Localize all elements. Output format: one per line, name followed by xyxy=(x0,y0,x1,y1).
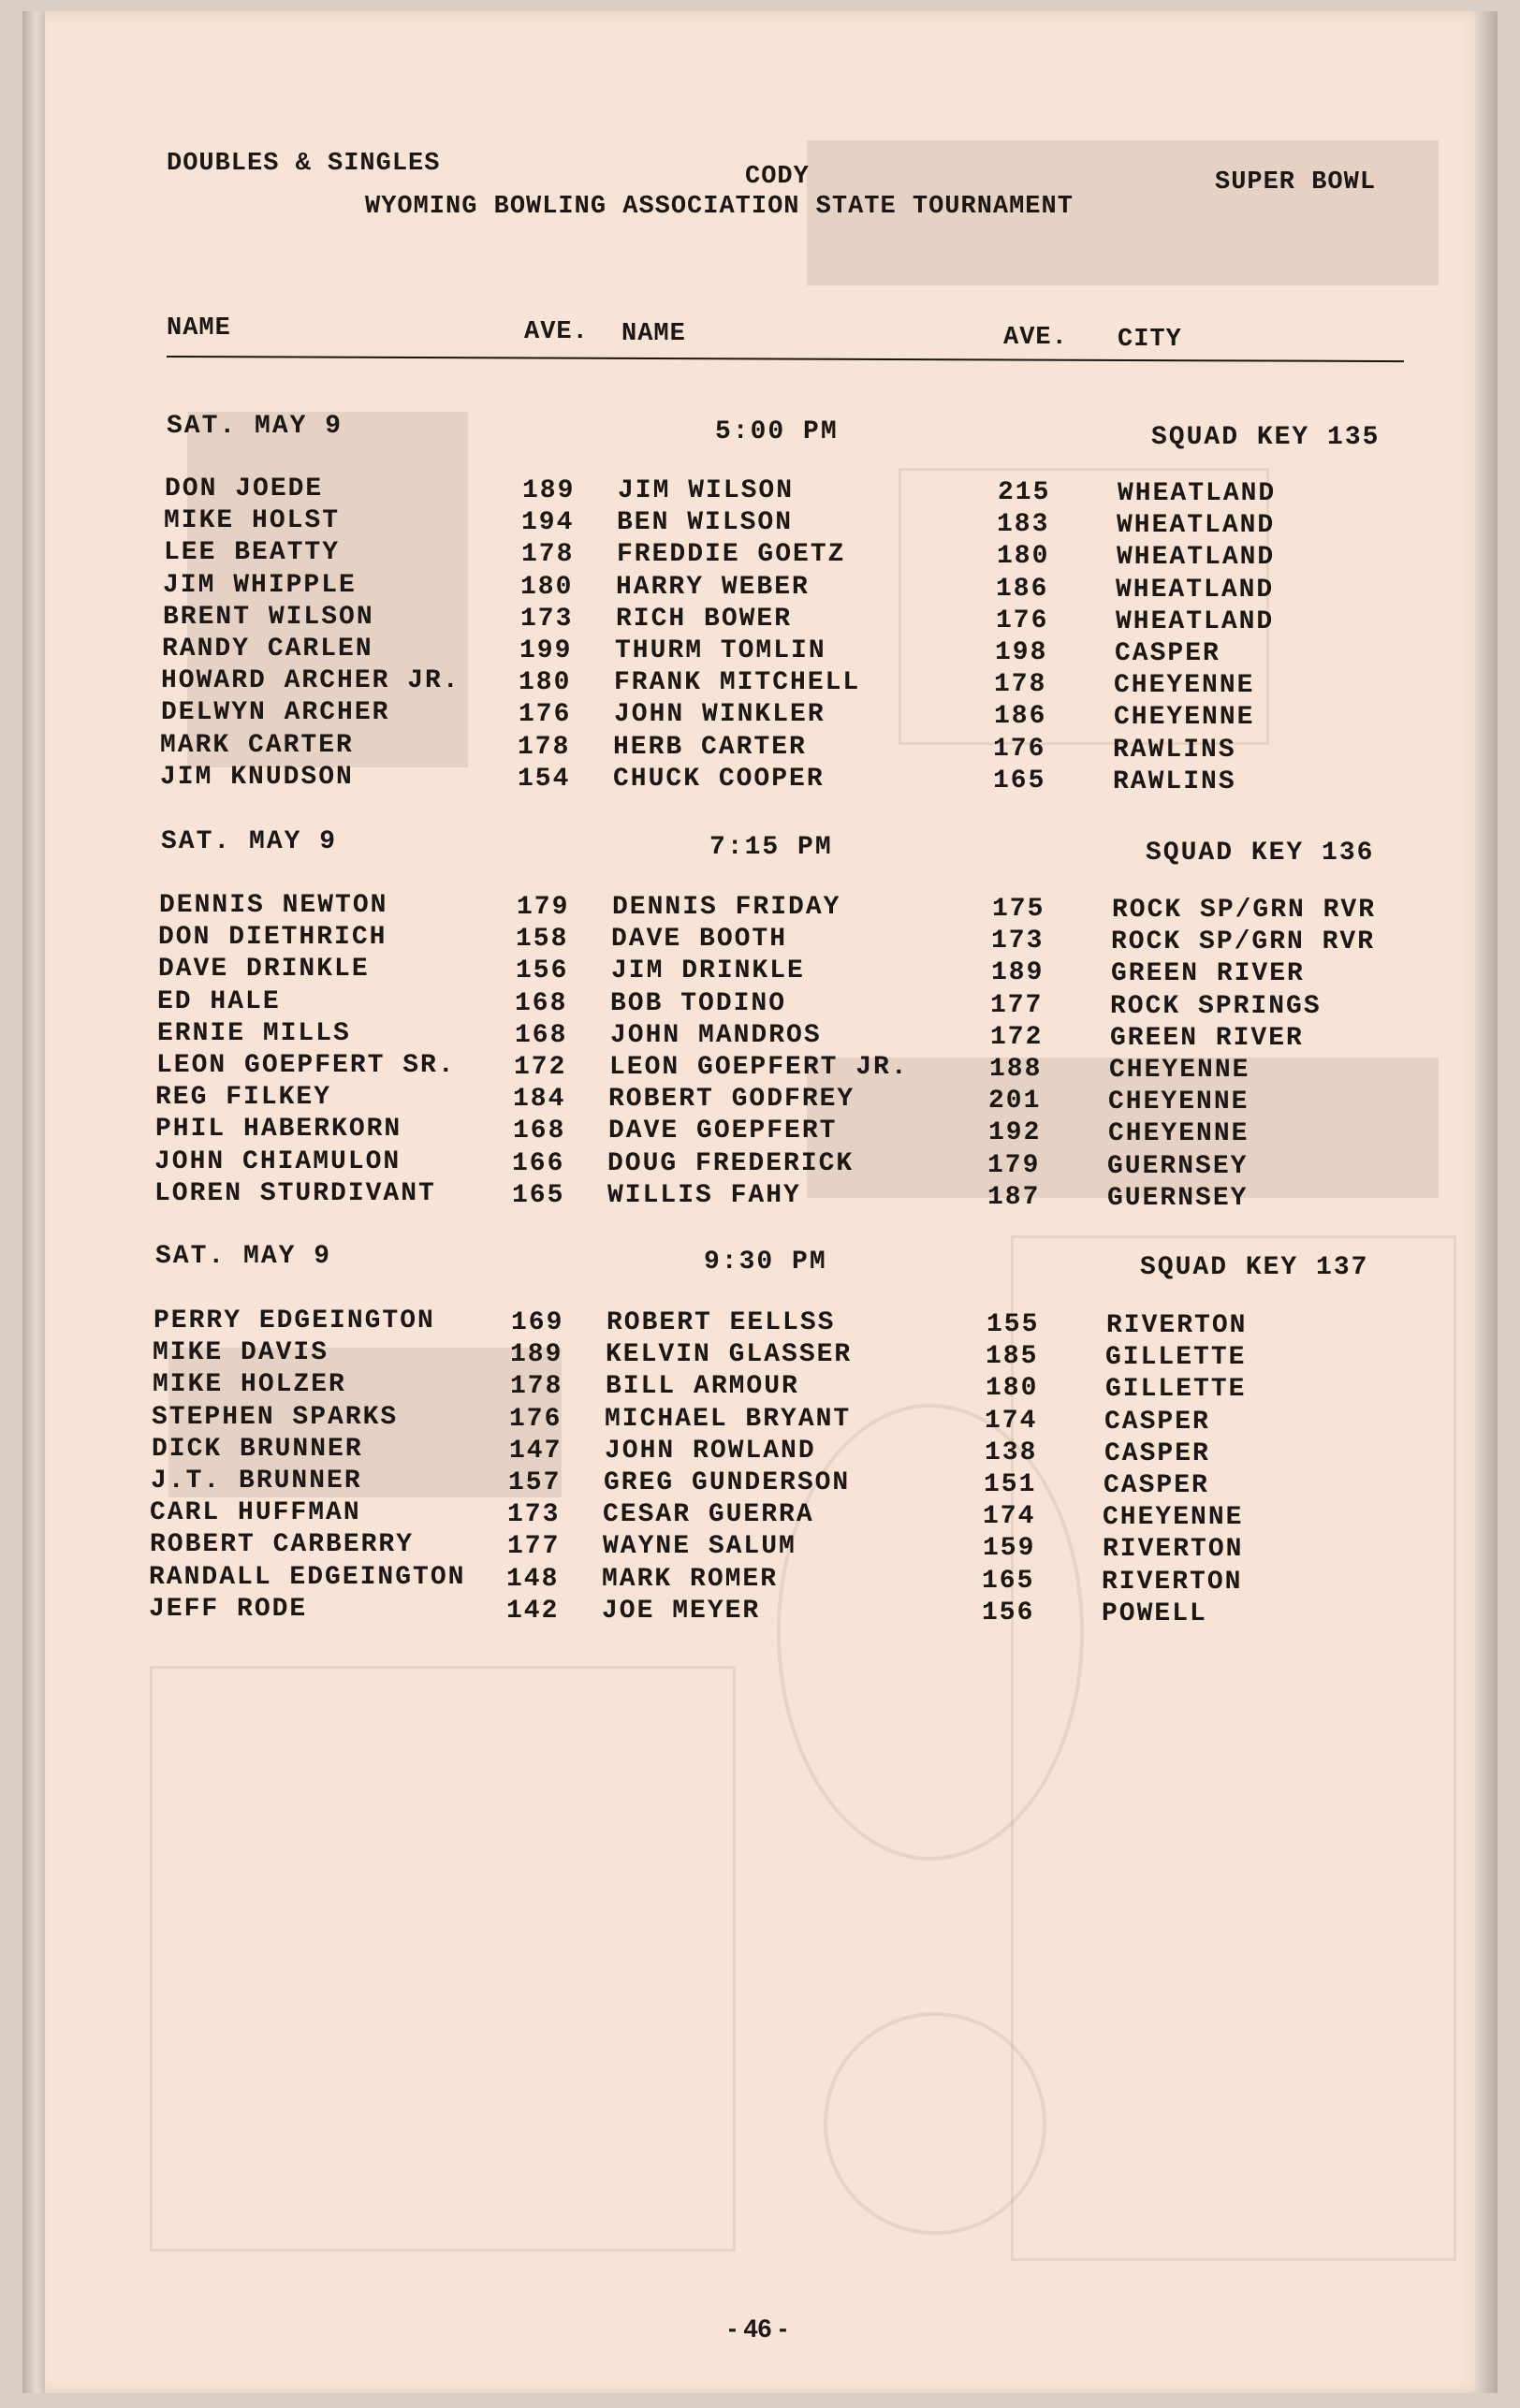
partner-average: 178 xyxy=(994,670,1047,700)
partner-name: JIM DRINKLE xyxy=(611,956,805,986)
partner-average: 180 xyxy=(997,542,1050,572)
bowler-average: 176 xyxy=(519,700,572,730)
bowler-name: PERRY EDGEINGTON xyxy=(153,1306,435,1335)
bowler-name: RANDALL EDGEINGTON xyxy=(149,1562,466,1592)
bowler-average: 178 xyxy=(518,732,571,762)
bowler-average: 176 xyxy=(509,1404,563,1434)
column-header-average: AVE. xyxy=(524,318,589,346)
bowler-average: 178 xyxy=(510,1372,563,1402)
bowler-city: WHEATLAND xyxy=(1117,511,1276,541)
partner-average: 176 xyxy=(993,734,1046,764)
bowler-average: 173 xyxy=(520,604,574,634)
squad-time: 5:00 PM xyxy=(715,417,839,446)
bowler-name: JIM WHIPPLE xyxy=(163,570,357,600)
bowler-name: LOREN STURDIVANT xyxy=(154,1178,436,1208)
bowler-city: GILLETTE xyxy=(1105,1375,1247,1405)
partner-name: MICHAEL BRYANT xyxy=(605,1404,852,1434)
squad-day: SAT. MAY 9 xyxy=(167,412,343,441)
bowler-average: 158 xyxy=(516,925,569,955)
partner-average: 155 xyxy=(987,1310,1040,1339)
bowler-name: LEE BEATTY xyxy=(164,538,341,568)
partner-name: HERB CARTER xyxy=(613,732,807,762)
table-row xyxy=(0,1019,1520,1051)
bowler-average: 180 xyxy=(520,572,574,602)
bowler-city: GUERNSEY xyxy=(1107,1151,1249,1181)
bowler-average: 166 xyxy=(512,1148,565,1178)
partner-average: 215 xyxy=(998,478,1051,507)
partner-name: DAVE BOOTH xyxy=(611,925,788,955)
table-row xyxy=(0,923,1520,955)
table-row xyxy=(0,1403,1520,1435)
bowler-average: 154 xyxy=(518,764,571,794)
bowler-average: 189 xyxy=(522,476,576,505)
partner-average: 188 xyxy=(989,1055,1043,1084)
partner-name: DOUG FREDERICK xyxy=(607,1148,855,1178)
partner-average: 186 xyxy=(996,574,1049,604)
partner-name: WAYNE SALUM xyxy=(603,1532,797,1562)
column-header-city: CITY xyxy=(1118,326,1182,354)
bowler-name: ROBERT CARBERRY xyxy=(150,1530,415,1560)
bowler-average: 172 xyxy=(514,1053,567,1082)
table-row xyxy=(0,1083,1520,1115)
bowler-average: 189 xyxy=(510,1340,563,1370)
bowler-average: 142 xyxy=(506,1596,560,1626)
partner-average: 151 xyxy=(984,1470,1037,1499)
bowler-city: WHEATLAND xyxy=(1118,479,1277,508)
bowler-name: MARK CARTER xyxy=(160,730,354,760)
table-row xyxy=(0,635,1520,666)
table-row xyxy=(0,1595,1520,1627)
bowler-city: RAWLINS xyxy=(1113,735,1236,765)
table-row xyxy=(0,1179,1520,1211)
partner-average: 175 xyxy=(992,895,1045,924)
partner-name: JOHN ROWLAND xyxy=(605,1436,816,1466)
bowler-city: CHEYENNE xyxy=(1108,1087,1250,1117)
bowler-name: BRENT WILSON xyxy=(163,602,374,632)
partner-average: 165 xyxy=(993,766,1046,795)
partner-name: GREG GUNDERSON xyxy=(604,1468,851,1497)
bowler-name: DAVE DRINKLE xyxy=(158,955,370,985)
bowler-city: CHEYENNE xyxy=(1108,1119,1250,1149)
partner-average: 192 xyxy=(988,1118,1042,1148)
table-row xyxy=(0,1435,1520,1467)
bowler-city: RIVERTON xyxy=(1106,1311,1248,1340)
bowler-name: PHIL HABERKORN xyxy=(155,1115,402,1145)
table-row xyxy=(0,571,1520,603)
bowler-city: RAWLINS xyxy=(1113,766,1236,796)
squad-day: SAT. MAY 9 xyxy=(155,1242,332,1271)
squad-key: SQUAD KEY 137 xyxy=(1140,1253,1369,1282)
partner-name: LEON GOEPFERT JR. xyxy=(609,1053,909,1082)
partner-name: CESAR GUERRA xyxy=(603,1500,814,1530)
partner-name: ROBERT EELLSS xyxy=(607,1308,836,1337)
bowler-name: DON DIETHRICH xyxy=(158,923,387,953)
partner-average: 174 xyxy=(983,1502,1036,1532)
bowler-average: 148 xyxy=(506,1564,560,1594)
partner-average: 174 xyxy=(985,1406,1038,1436)
bowler-city: GREEN RIVER xyxy=(1110,1023,1304,1053)
table-row xyxy=(0,1338,1520,1373)
header-right: SUPER BOWL xyxy=(1215,168,1377,197)
bowler-average: 157 xyxy=(508,1468,562,1497)
bowler-name: MIKE DAVIS xyxy=(153,1338,329,1368)
table-row xyxy=(0,1306,1520,1338)
bowler-name: JIM KNUDSON xyxy=(160,762,354,792)
table-row xyxy=(0,1563,1520,1595)
bowler-name: HOWARD ARCHER JR. xyxy=(161,666,460,696)
bowler-name: DELWYN ARCHER xyxy=(161,698,390,728)
partner-average: 185 xyxy=(986,1342,1039,1372)
column-header-partner-average: AVE. xyxy=(1003,324,1068,352)
bowler-name: STEPHEN SPARKS xyxy=(152,1402,399,1432)
partner-name: JOE MEYER xyxy=(602,1596,761,1626)
partner-average: 156 xyxy=(982,1598,1035,1627)
table-row xyxy=(0,538,1520,573)
tournament-title: WYOMING BOWLING ASSOCIATION STATE TOURNAMENT xyxy=(365,193,1074,221)
table-row xyxy=(0,506,1520,541)
partner-name: DAVE GOEPFERT xyxy=(608,1116,838,1146)
bowler-average: 156 xyxy=(516,956,569,986)
bowler-average: 173 xyxy=(507,1500,561,1530)
bowler-city: CHEYENNE xyxy=(1114,671,1255,701)
bowler-city: GILLETTE xyxy=(1105,1343,1247,1373)
partner-name: JIM WILSON xyxy=(618,476,795,505)
bowler-city: ROCK SP/GRN RVR xyxy=(1111,927,1376,957)
partner-name: CHUCK COOPER xyxy=(613,764,825,794)
table-row xyxy=(0,955,1520,989)
partner-average: 172 xyxy=(990,1022,1044,1052)
bowler-name: REG FILKEY xyxy=(155,1083,332,1113)
table-row xyxy=(0,731,1520,763)
partner-average: 179 xyxy=(987,1150,1041,1180)
bowler-name: RANDY CARLEN xyxy=(162,635,373,664)
bowler-name: ED HALE xyxy=(157,986,281,1016)
partner-average: 177 xyxy=(990,990,1044,1020)
table-row xyxy=(0,1051,1520,1083)
table-row xyxy=(0,987,1520,1019)
bowler-name: J.T. BRUNNER xyxy=(151,1467,362,1496)
header-center: CODY xyxy=(745,163,810,191)
bowler-name: ERNIE MILLS xyxy=(157,1018,351,1048)
partner-average: 183 xyxy=(997,510,1050,540)
bowler-average: 194 xyxy=(521,508,575,538)
bowler-name: JEFF RODE xyxy=(149,1594,308,1624)
column-header-partner-name: NAME xyxy=(621,320,686,348)
bowler-name: JOHN CHIAMULON xyxy=(154,1146,402,1176)
partner-average: 138 xyxy=(985,1438,1038,1467)
squad-key: SQUAD KEY 136 xyxy=(1146,839,1375,868)
squad-time: 7:15 PM xyxy=(709,833,833,862)
bowler-city: RIVERTON xyxy=(1103,1535,1244,1565)
squad-time: 9:30 PM xyxy=(704,1248,827,1277)
bowler-average: 199 xyxy=(519,636,573,665)
partner-name: FREDDIE GOETZ xyxy=(617,540,846,570)
bowler-name: DICK BRUNNER xyxy=(152,1434,363,1464)
bowler-city: ROCK SP/GRN RVR xyxy=(1112,896,1377,925)
partner-average: 173 xyxy=(991,927,1045,956)
bowler-average: 168 xyxy=(515,988,568,1018)
partner-name: DENNIS FRIDAY xyxy=(612,893,841,922)
bowler-name: DENNIS NEWTON xyxy=(159,891,388,920)
partner-average: 198 xyxy=(995,638,1048,667)
partner-name: FRANK MITCHELL xyxy=(614,668,861,698)
bowler-average: 179 xyxy=(517,893,570,922)
partner-average: 165 xyxy=(982,1566,1035,1596)
bowler-city: CHEYENNE xyxy=(1103,1503,1244,1533)
partner-name: ROBERT GODFREY xyxy=(608,1085,855,1115)
partner-average: 176 xyxy=(996,606,1049,635)
partner-name: BEN WILSON xyxy=(617,508,794,538)
bowler-name: LEON GOEPFERT SR. xyxy=(156,1051,456,1080)
partner-name: WILLIS FAHY xyxy=(607,1180,801,1210)
bowler-city: POWELL xyxy=(1102,1598,1207,1628)
bowler-city: GREEN RIVER xyxy=(1111,959,1305,989)
table-row xyxy=(0,1370,1520,1405)
bowler-average: 178 xyxy=(521,540,575,570)
table-row xyxy=(0,1498,1520,1533)
bowler-city: WHEATLAND xyxy=(1116,606,1275,636)
partner-name: MARK ROMER xyxy=(602,1564,779,1594)
bowler-average: 180 xyxy=(519,668,572,698)
partner-name: JOHN WINKLER xyxy=(614,700,826,730)
partner-average: 159 xyxy=(983,1534,1036,1564)
partner-name: BILL ARMOUR xyxy=(606,1372,799,1402)
bowler-city: RIVERTON xyxy=(1102,1567,1243,1597)
table-row xyxy=(0,474,1520,506)
bowler-average: 177 xyxy=(507,1532,561,1562)
table-row xyxy=(0,1530,1520,1565)
bowler-city: CHEYENNE xyxy=(1114,703,1255,733)
bowler-city: WHEATLAND xyxy=(1117,543,1276,573)
bowler-name: CARL HUFFMAN xyxy=(150,1498,361,1528)
squad-day: SAT. MAY 9 xyxy=(161,827,338,856)
partner-name: KELVIN GLASSER xyxy=(606,1340,853,1370)
partner-average: 189 xyxy=(991,958,1045,988)
partner-name: HARRY WEBER xyxy=(616,572,810,602)
column-header-name: NAME xyxy=(167,314,231,343)
bowler-city: CASPER xyxy=(1104,1407,1210,1437)
table-row xyxy=(0,891,1520,923)
table-row xyxy=(0,763,1520,795)
squad-key: SQUAD KEY 135 xyxy=(1151,423,1381,452)
header-left: DOUBLES & SINGLES xyxy=(167,150,441,178)
table-row xyxy=(0,1467,1520,1498)
bowler-name: DON JOEDE xyxy=(165,474,324,503)
bowler-average: 169 xyxy=(511,1308,564,1337)
partner-name: JOHN MANDROS xyxy=(610,1020,822,1050)
bowler-average: 168 xyxy=(513,1116,566,1146)
bowler-city: GUERNSEY xyxy=(1107,1183,1249,1213)
bowler-city: CASPER xyxy=(1103,1471,1209,1500)
table-row xyxy=(0,698,1520,733)
table-row xyxy=(0,1115,1520,1149)
table-row xyxy=(0,603,1520,635)
bowler-name: MIKE HOLZER xyxy=(153,1370,346,1400)
partner-name: BOB TODINO xyxy=(610,988,787,1018)
partner-average: 201 xyxy=(988,1087,1042,1116)
partner-name: RICH BOWER xyxy=(616,604,793,634)
page-number: - 46 - xyxy=(728,2314,788,2342)
bowler-city: CHEYENNE xyxy=(1109,1056,1250,1085)
bowler-name: MIKE HOLST xyxy=(164,506,341,536)
partner-average: 186 xyxy=(994,702,1047,732)
bowler-average: 165 xyxy=(512,1180,565,1210)
table-row xyxy=(0,666,1520,701)
partner-name: THURM TOMLIN xyxy=(615,636,826,665)
bowler-average: 168 xyxy=(515,1020,568,1050)
bowler-city: WHEATLAND xyxy=(1116,575,1275,605)
bowler-city: CASPER xyxy=(1104,1438,1210,1468)
table-row xyxy=(0,1147,1520,1179)
bowler-average: 147 xyxy=(509,1436,563,1466)
bowler-city: CASPER xyxy=(1115,639,1220,668)
partner-average: 180 xyxy=(986,1374,1039,1404)
bowler-city: ROCK SPRINGS xyxy=(1110,991,1322,1021)
partner-average: 187 xyxy=(987,1182,1041,1212)
bowler-average: 184 xyxy=(513,1085,566,1115)
